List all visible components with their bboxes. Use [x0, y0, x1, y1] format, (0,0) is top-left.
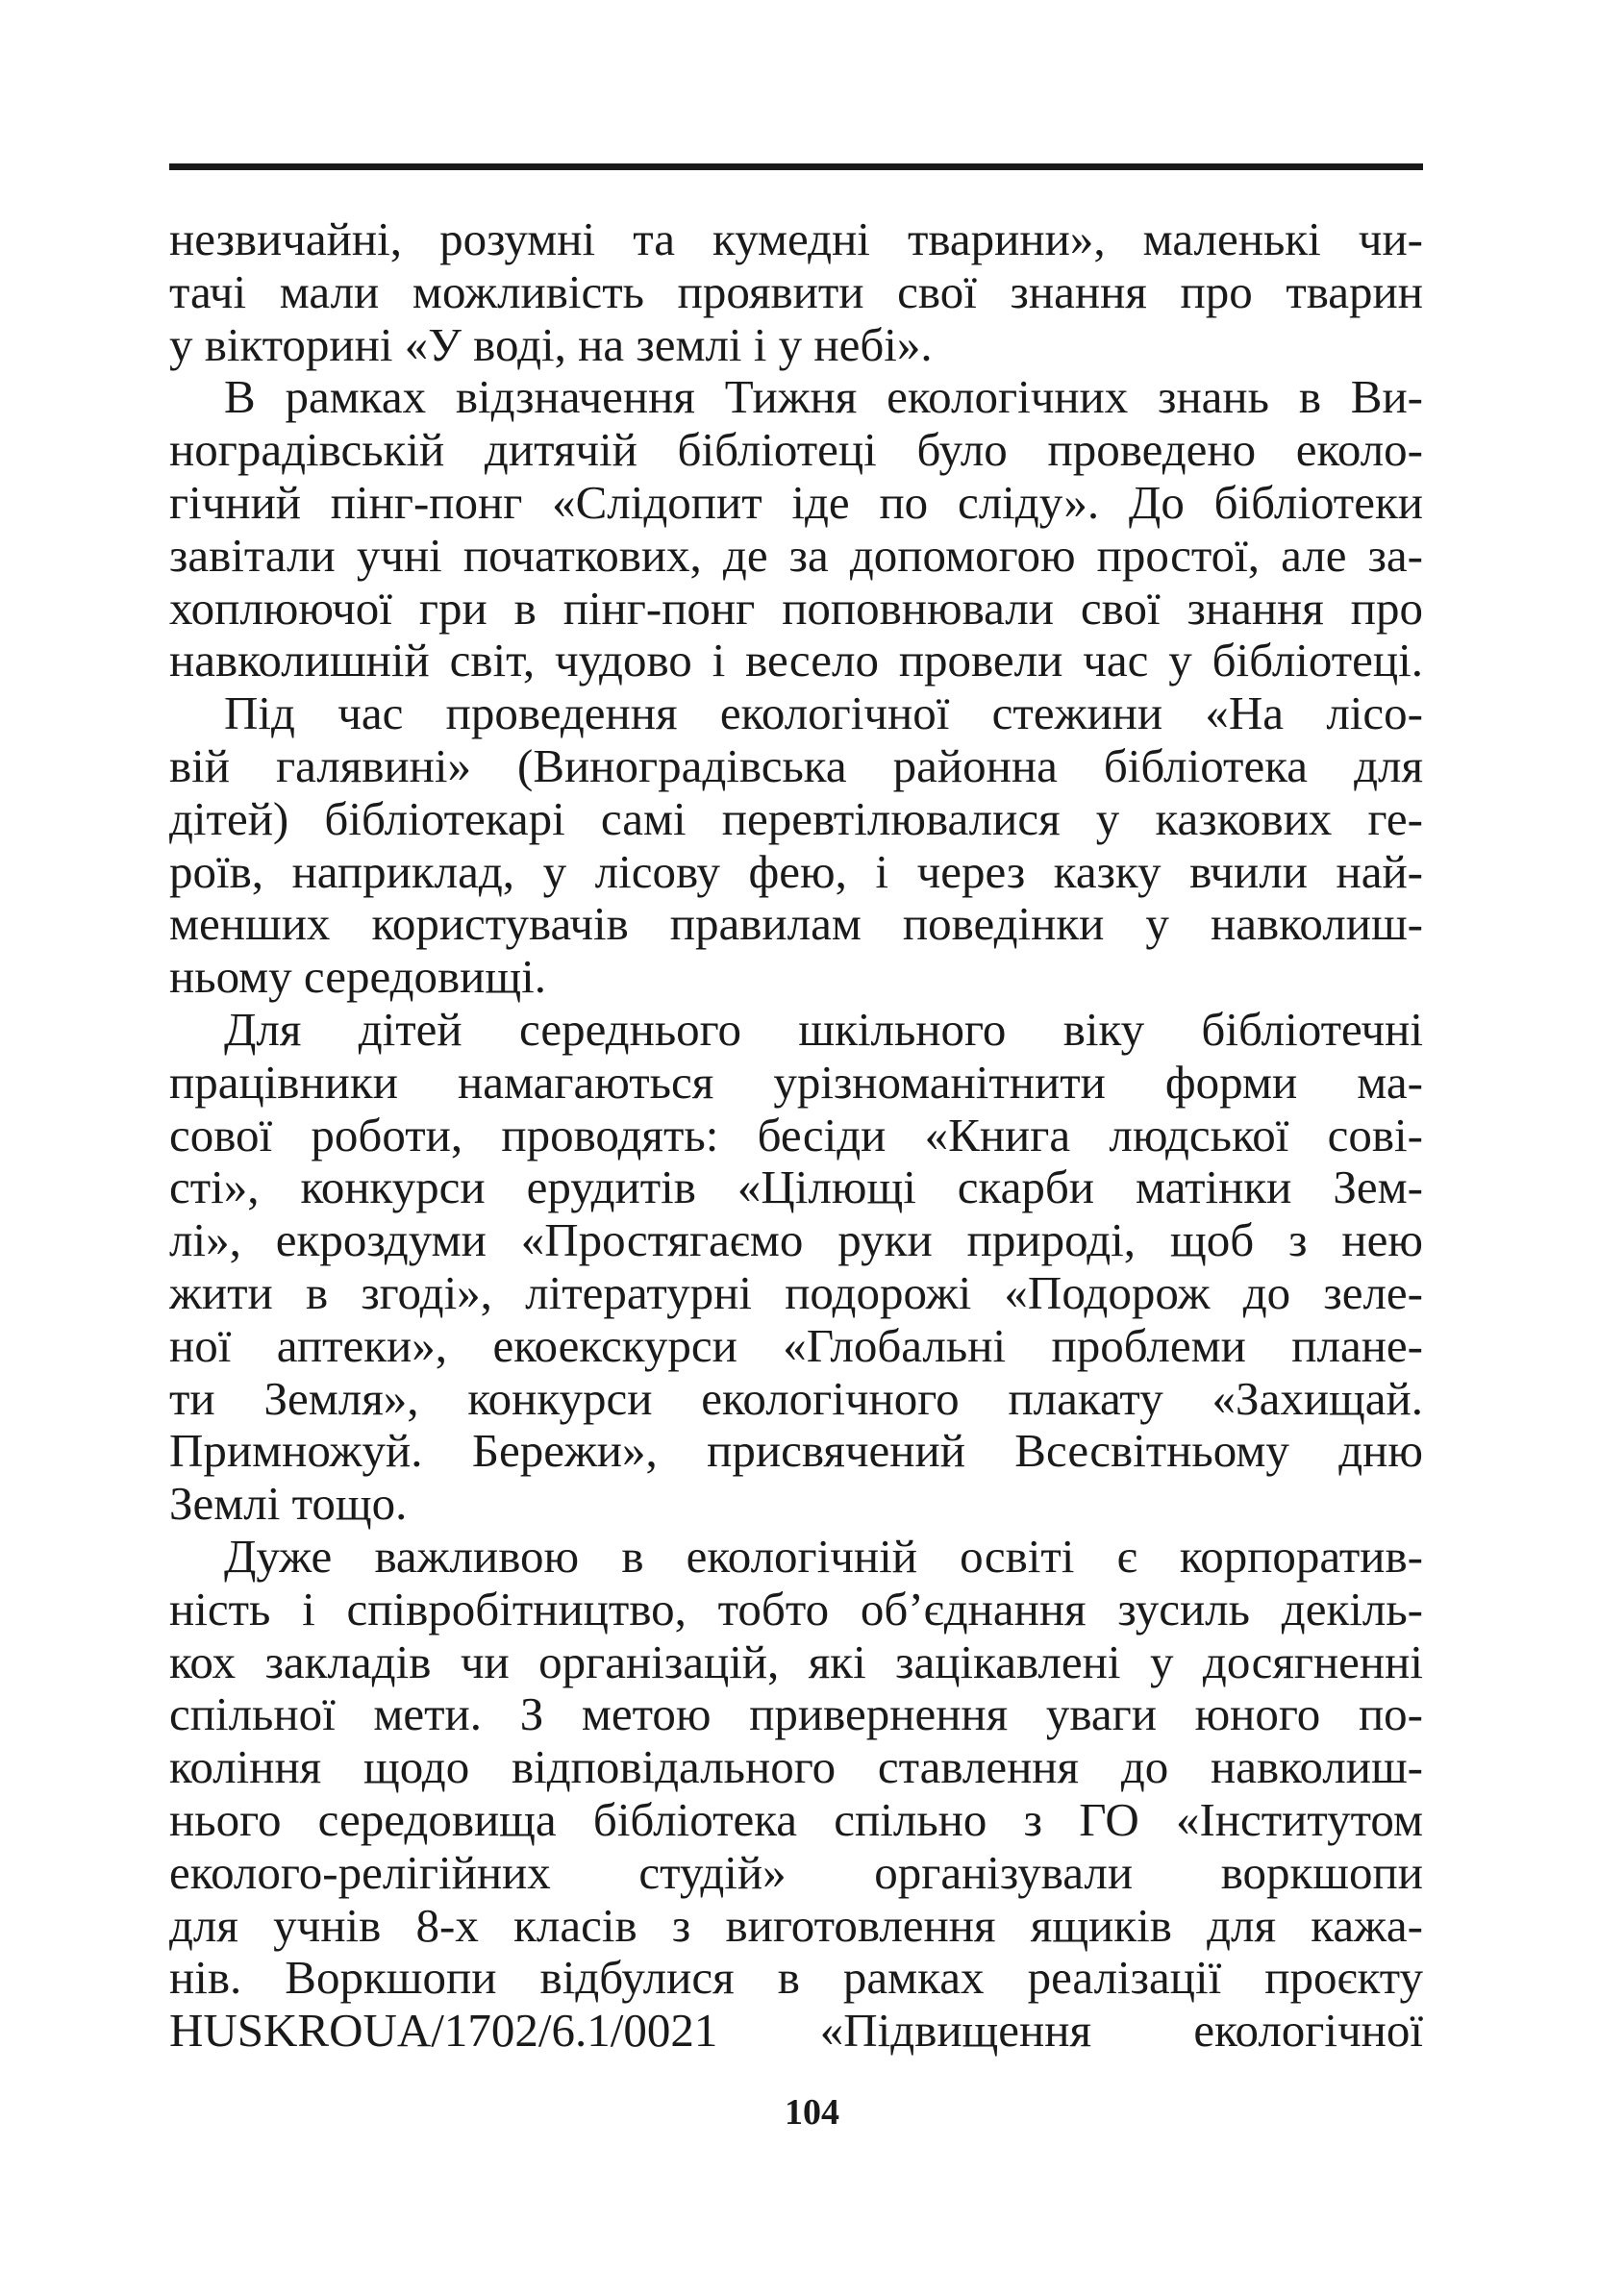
- text-line: спільної мети. З метою привернення уваги юного по-: [169, 1688, 1423, 1741]
- text-line: HUSKROUA/1702/6.1/0021 «Підвищення екологічної: [169, 2005, 1423, 2058]
- text-line: у вікторині «У воді, на землі і у небі».: [169, 317, 933, 371]
- text-line: ноградівській дитячій бібліотеці було проведено еколо-: [169, 424, 1423, 477]
- text-line: жити в згоді», літературні подорожі «Подорож до зеле-: [169, 1266, 1423, 1319]
- text-line: тачі мали можливість проявити свої знання про тварин: [169, 265, 1423, 318]
- text-line: працівники намагаються урізноманітнити форми ма-: [169, 1056, 1423, 1109]
- page-body-text: [169, 213, 1423, 2058]
- text-line: сової роботи, проводять: бесіди «Книга людської сові-: [169, 1109, 1423, 1161]
- text-line: Примножуй. Бережи», присвячений Всесвітньому дню: [169, 1425, 1423, 1478]
- text-line: кох закладів чи організацій, які зацікавлені у досягненні: [169, 1635, 1423, 1688]
- text-line: еколого-релігійних студій» організували воркшопи: [169, 1846, 1423, 1899]
- text-line: коління щодо відповідального ставлення до навколиш-: [169, 1741, 1423, 1794]
- text-line: для учнів 8-х класів з виготовлення ящиків для кажа-: [169, 1899, 1423, 1952]
- text-line: навколишній світ, чудово і весело провели час у бібліотеці.: [169, 635, 1423, 687]
- text-line: менших користувачів правилам поведінки у навколиш-: [169, 898, 1423, 951]
- text-line: нів. Воркшопи відбулися в рамках реалізації проєкту: [169, 1952, 1423, 2005]
- text-line: гічний пінг-понг «Слідопит іде по сліду». До бібліотеки: [169, 476, 1423, 529]
- text-line: Землі тощо.: [169, 1477, 408, 1531]
- text-line: сті», конкурси ерудитів «Цілющі скарби матінки Зем-: [169, 1161, 1423, 1214]
- text-line: Під час проведення екологічної стежини «На лісо-: [224, 687, 1423, 740]
- text-line: роїв, наприклад, у лісову фею, і через казку вчили най-: [169, 845, 1423, 898]
- text-line: незвичайні, розумні та кумедні тварини», маленькі чи-: [169, 213, 1423, 265]
- text-line: ної аптеки», екоекскурси «Глобальні проблеми плане-: [169, 1319, 1423, 1372]
- text-line: ньому середовищі.: [169, 950, 546, 1004]
- text-line: вій галявині» (Виноградівська районна бібліотека для: [169, 739, 1423, 792]
- text-line: ти Земля», конкурси екологічного плакату «Захищай.: [169, 1372, 1423, 1425]
- text-line: Дуже важливою в екологічній освіті є корпоратив-: [224, 1530, 1423, 1583]
- text-line: нього середовища бібліотека спільно з ГО «Інститутом: [169, 1793, 1423, 1846]
- text-line: хоплюючої гри в пінг-понг поповнювали свої знання про: [169, 582, 1423, 635]
- page-number: 104: [785, 2092, 839, 2133]
- text-line: Для дітей середнього шкільного віку бібліотечні: [224, 1003, 1423, 1056]
- text-line: завітали учні початкових, де за допомогою простої, але за-: [169, 529, 1423, 582]
- header-rule: [169, 163, 1423, 170]
- text-line: лі», екроздуми «Простягаємо руки природі, щоб з нею: [169, 1214, 1423, 1267]
- text-line: ність і співробітництво, тобто об’єднання зусиль декіль-: [169, 1583, 1423, 1635]
- text-line: дітей) бібліотекарі самі перевтілювалися у казкових ге-: [169, 792, 1423, 845]
- text-line: В рамках відзначення Тижня екологічних знань в Ви-: [224, 371, 1423, 424]
